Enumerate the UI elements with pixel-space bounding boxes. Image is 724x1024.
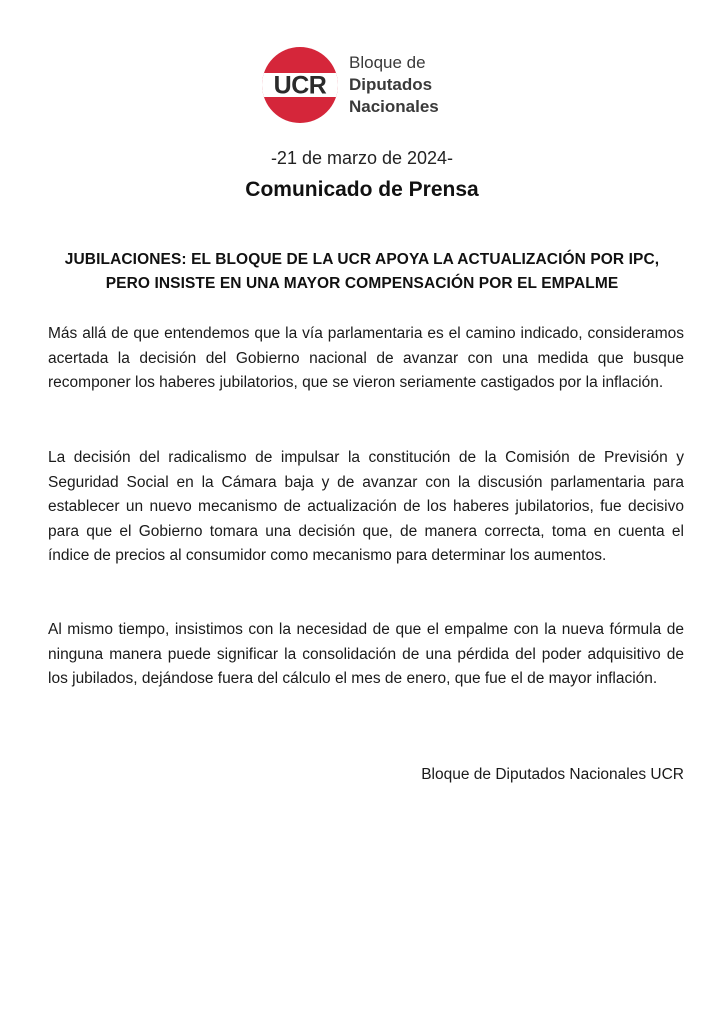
document-title: Comunicado de Prensa — [245, 178, 479, 201]
ucr-logo — [261, 46, 471, 126]
paragraph-1: Más allá de que entendemos que la vía parlamentaria es el camino indicado, consideramos acertada la decisión del Gobierno nacional de avanzar con una medida que busque recomponer los haberes jubilatorios, que se vieron seriamente castigados por la inflación. — [48, 325, 684, 391]
paragraph-2: La decisión del radicalismo de impulsar la constitución de la Comisión de Previsión y Seguridad Social en la Cámara baja y de avanzar con la discusión parlamentaria para establecer un nuevo mecanismo de actualización de los haberes jubilatorios, fue decisivo para que el Gobierno tomara una decisión que, de manera correcta, toma en cuenta el índice de precios al consumidor como mecanismo para determinar los aumentos. — [48, 449, 684, 564]
release-date: -21 de marzo de 2024- — [270, 148, 454, 168]
logo-wordmark — [349, 52, 439, 118]
headline — [40, 248, 684, 296]
logo-line-3: Nacionales — [349, 97, 439, 116]
logo-ucr-letters: UCR — [273, 71, 327, 100]
headline-line-2: PERO INSISTE EN UNA MAYOR COMPENSACIÓN POR EL EMPALME — [105, 275, 619, 292]
paragraph-3: Al mismo tiempo, insistimos con la necesidad de que el empalme con la nueva fórmula de ninguna manera puede significar la consolidación de una pérdida del poder adquisitivo de los jubilados, dejándose fuera del cálculo el mes de enero, que fue el de mayor inflación. — [48, 621, 684, 687]
headline-line-1: JUBILACIONES: EL BLOQUE DE LA UCR APOYA LA ACTUALIZACIÓN POR IPC, — [64, 251, 660, 268]
signature: Bloque de Diputados Nacionales UCR — [421, 766, 684, 783]
logo-line-2: Diputados — [349, 75, 433, 94]
logo-line-1: Bloque de — [349, 53, 426, 72]
ucr-logo-mark — [261, 46, 339, 124]
